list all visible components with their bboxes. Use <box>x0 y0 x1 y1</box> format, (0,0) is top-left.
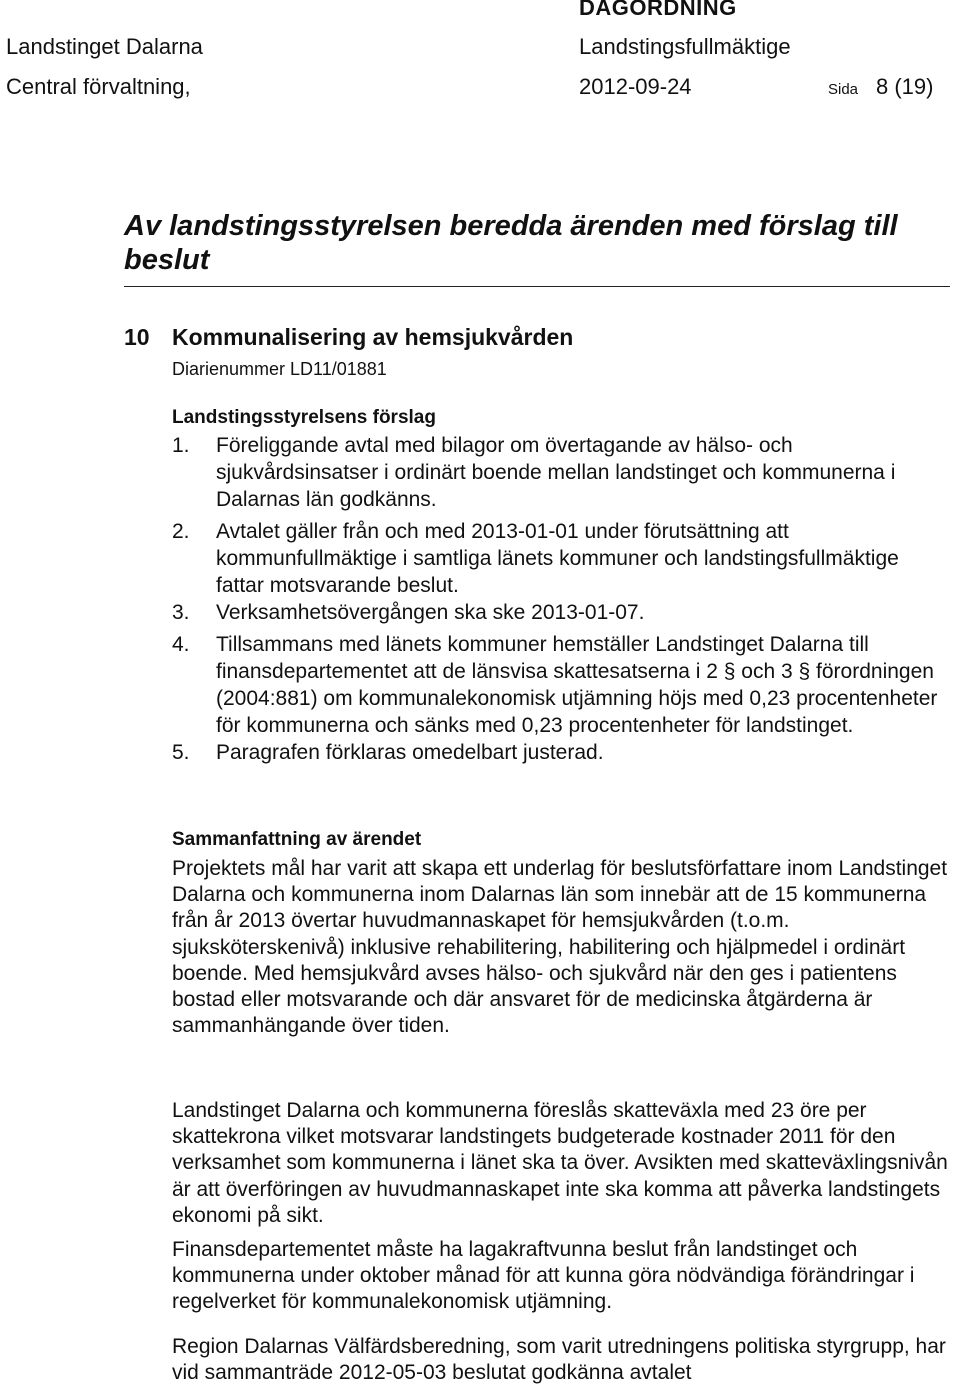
summary-paragraph: Finansdepartementet måste ha lagakraftvunna beslut från landstinget och kommunerna under oktober månad för att kunna göra nödvändiga förändringar i regelverket för kommunalekonomisk utjämning. <box>172 1238 915 1314</box>
summary-heading: Sammanfattning av ärendet <box>172 829 422 850</box>
header-page-label: Sida <box>828 81 859 98</box>
proposal-item-number: 1. <box>172 434 190 457</box>
summary-paragraph: Region Dalarnas Välfärdsberedning, som varit utredningens politiska styrgrupp, har vid sammanträde 2012-05-03 beslutat godkänna avtalet <box>172 1335 946 1385</box>
section-title: Av landstingsstyrelsen beredda ärenden med förslag till beslut <box>124 210 898 276</box>
summary-paragraph: Landstinget Dalarna och kommunerna föreslås skatteväxla med 23 öre per skattekrona vilket motsvarar landstingets budgeterade kostnader 2011 för den verksamhet som kommunerna i länet ska ta över. Avsikten med skatteväxlingsnivån är att överföringen av huvudmannaskapet inte ska komma att påverka landstingets ekonomi på sikt. <box>172 1099 948 1227</box>
proposal-heading: Landstingsstyrelsens förslag <box>172 407 436 428</box>
proposal-item-text: Avtalet gäller från och med 2013-01-01 under förutsättning att kommunfullmäktige i samtliga länets kommuner och landstingsfullmäktige fattar motsvarande beslut. <box>216 520 899 597</box>
header-decision-body: Landstingsfullmäktige <box>579 34 791 59</box>
proposal-list <box>172 432 952 766</box>
item-number: 10 <box>124 324 150 350</box>
title-divider <box>124 286 950 287</box>
header-unit: Central förvaltning, <box>6 74 191 99</box>
proposal-item-number: 3. <box>172 601 190 624</box>
proposal-item <box>172 739 952 766</box>
proposal-item-text: Tillsammans med länets kommuner hemställer Landstinget Dalarna till finansdepartementet att de länsvisa skattesatserna i 2 § och 3 § förordningen (2004:881) om kommunalekonomisk utjämning höjs med 0,23 procentenheter för kommunerna och sänks med 0,23 procentenheter för landstinget. <box>216 633 938 737</box>
diarienummer: Diarienummer LD11/01881 <box>172 359 387 379</box>
proposal-item-text: Paragrafen förklaras omedelbart justerad. <box>216 741 604 764</box>
header-doc-type: DAGORDNING <box>579 0 737 20</box>
header-date: 2012-09-24 <box>579 74 692 99</box>
proposal-item <box>172 432 952 513</box>
item-title: Kommunalisering av hemsjukvården <box>172 324 574 350</box>
header-organization: Landstinget Dalarna <box>6 34 203 59</box>
proposal-item <box>172 599 952 626</box>
proposal-item-number: 2. <box>172 520 190 543</box>
proposal-item-text: Föreliggande avtal med bilagor om övertagande av hälso- och sjukvårdsinsatser i ordinärt boende mellan landstinget och kommunerna i Dalarnas län godkänns. <box>216 434 896 511</box>
proposal-item-text: Verksamhetsövergången ska ske 2013-01-07. <box>216 601 645 624</box>
header-page-number: 8 (19) <box>876 74 934 99</box>
proposal-item <box>172 518 952 599</box>
summary-paragraph: Projektets mål har varit att skapa ett underlag för beslutsförfattare inom Landstinget Dalarna och kommunerna inom Dalarnas län som innebär att de 15 kommunerna från år 2013 övertar huvudmannaskapet för hemsjukvården (t.o.m. sjuksköterskenivå) inklusive rehabilitering, habilitering och hjälpmedel i ordinärt boende. Med hemsjukvård avses hälso- och sjukvård när den ges i patientens bostad eller motsvarande och där ansvaret för de medicinska åtgärderna är sammanhängande över tiden. <box>172 857 948 1038</box>
proposal-item-number: 4. <box>172 633 190 656</box>
proposal-item <box>172 631 952 739</box>
proposal-item-number: 5. <box>172 741 190 764</box>
